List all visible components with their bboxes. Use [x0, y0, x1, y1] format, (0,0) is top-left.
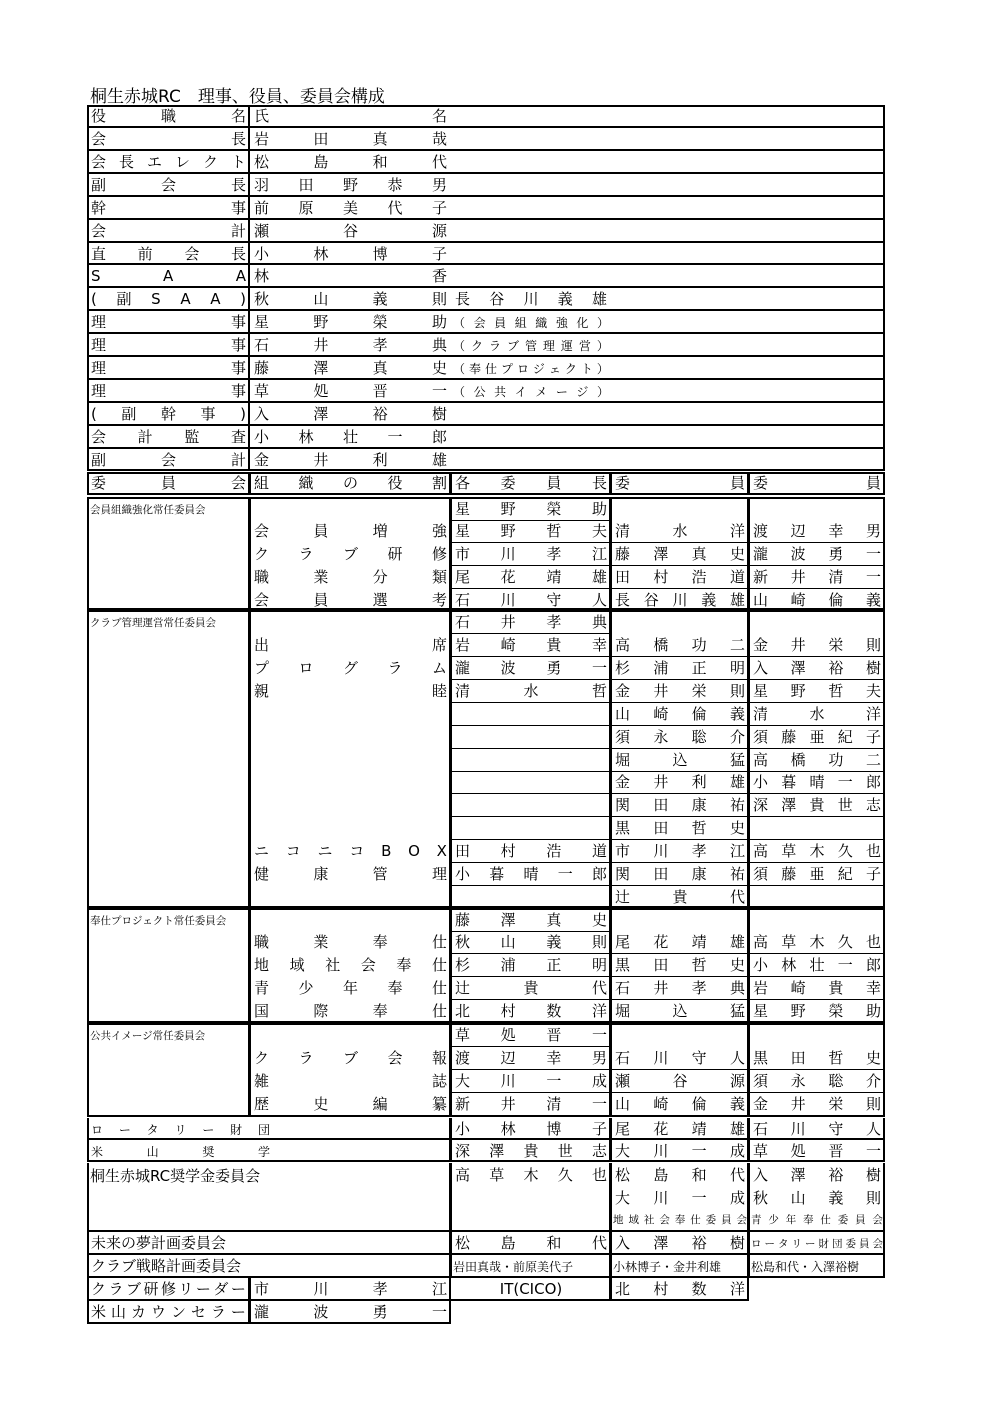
officer-role: 理 事	[91, 382, 246, 400]
member: 関 田 康 祐	[615, 796, 745, 814]
committee-name: クラブ戦略計画委員会	[91, 1257, 242, 1275]
member: 須 永 聡 介	[753, 1072, 881, 1090]
col-divider	[609, 1278, 612, 1301]
member: 長 谷 川 義 雄	[615, 591, 745, 609]
member: 入 澤 裕 樹	[615, 1234, 745, 1252]
col-divider	[248, 497, 251, 610]
officer-name: 星 野 榮 助	[254, 313, 447, 331]
chair: 高 草 木 久 也	[455, 1166, 607, 1184]
officer-name: 小 林 博 子	[254, 245, 447, 263]
training-label: ク ラ ブ 研 修 リ ー ダ ー	[91, 1280, 246, 1298]
committee-chair: 星 野 榮 助	[455, 500, 607, 518]
officer-role: 理 事	[91, 336, 246, 354]
member: 大 川 一 成	[615, 1189, 745, 1207]
member: 清 水 洋	[615, 522, 745, 540]
officer-name: 小 林 壮 一 郎	[254, 428, 447, 446]
officer-role: 会 長 エ レ ク ト	[91, 153, 246, 171]
officer-note: （ 公 共 イ メ ー ジ ）	[453, 385, 609, 399]
header-member1: 委 員	[615, 474, 745, 492]
chair: 杉 浦 正 明	[455, 956, 607, 974]
member: 清 水 洋	[753, 705, 881, 723]
member: 秋 山 義 則	[753, 1189, 881, 1207]
header-col-divider	[609, 472, 612, 495]
member: 市 川 孝 江	[615, 842, 745, 860]
col-divider	[747, 1255, 750, 1278]
col-divider	[609, 610, 612, 908]
role: 国 際 奉 仕	[254, 1002, 447, 1020]
member: 関 田 康 祐	[615, 865, 745, 883]
member: 草 処 晋 一	[753, 1142, 881, 1160]
officer-name: 草 処 晋 一	[254, 382, 447, 400]
officer-role: 会 計	[91, 222, 246, 240]
chair: 松 島 和 代	[455, 1234, 607, 1252]
header-member2: 委 員	[753, 474, 881, 492]
role: 会 員 増 強	[254, 522, 447, 540]
col-divider	[449, 497, 452, 610]
committee-name: 奉仕プロジェクト常任委員会	[90, 915, 227, 927]
col-divider	[747, 1023, 750, 1117]
chair: 岩 崎 貴 幸	[455, 636, 607, 654]
member: 星 野 榮 助	[753, 1002, 881, 1020]
col-divider	[449, 908, 452, 1023]
member: 小 暮 晴 一 郎	[753, 773, 881, 791]
role: 会 員 選 考	[254, 591, 447, 609]
officer-role: 理 事	[91, 359, 246, 377]
col-divider	[609, 1140, 612, 1162]
member: 高 草 木 久 也	[753, 933, 881, 951]
member-pair: 小林博子・金井利雄	[613, 1260, 722, 1274]
officer-role: 幹 事	[91, 199, 246, 217]
role: 職 業 奉 仕	[254, 933, 447, 951]
member: 石 川 守 人	[615, 1049, 745, 1067]
col-divider	[609, 908, 612, 1023]
member: 岩 崎 貴 幸	[753, 979, 881, 997]
member-note: ロ ー タ リ ー 財 団 委 員 会	[751, 1238, 883, 1250]
role: 歴 史 編 纂	[254, 1095, 447, 1113]
officer-role: ( 副 幹 事 )	[91, 405, 246, 423]
col-divider	[248, 908, 251, 1023]
col-divider	[248, 1278, 251, 1301]
header-role-col: 組 織 の 役 割	[254, 474, 447, 492]
member: 黒 田 哲 史	[753, 1049, 881, 1067]
member: 金 井 栄 則	[753, 636, 881, 654]
officer-name: 林 香	[254, 267, 447, 285]
officer-name: 入 澤 裕 樹	[254, 405, 447, 423]
chair: 深 澤 貴 世 志	[455, 1142, 607, 1160]
officer-note: （ ク ラ ブ 管 理 運 営 ）	[453, 339, 609, 353]
member: 杉 浦 正 明	[615, 659, 745, 677]
counselor-label: 米 山 カ ウ ン セ ラ ー	[91, 1303, 246, 1321]
chair: 市 川 孝 江	[455, 545, 607, 563]
member: 須 藤 亜 紀 子	[753, 728, 881, 746]
col-divider	[449, 1118, 452, 1140]
member: 金 井 利 雄	[615, 773, 745, 791]
officer-name: 秋 山 義 則	[254, 290, 447, 308]
member: 石 川 守 人	[753, 1120, 881, 1138]
counselor-person: 瀧 波 勇 一	[254, 1303, 447, 1321]
officer-role: 会 計 監 査	[91, 428, 246, 446]
chair-pair: 岩田真哉・前原美代子	[453, 1260, 574, 1274]
chair: 新 井 清 一	[455, 1095, 607, 1113]
member: 堀 込 猛	[615, 1002, 745, 1020]
member: 山 崎 倫 義	[615, 1095, 745, 1113]
member: 入 澤 裕 樹	[753, 659, 881, 677]
member: 藤 澤 真 史	[615, 545, 745, 563]
col-divider	[449, 610, 452, 908]
col-divider	[449, 1232, 452, 1255]
member: 黒 田 哲 史	[615, 956, 745, 974]
member-note: 地 域 社 会 奉 仕 委 員 会	[613, 1214, 747, 1226]
col-divider	[747, 1163, 750, 1232]
officer-name: 石 井 孝 典	[254, 336, 447, 354]
chair: 清 水 哲	[455, 682, 607, 700]
col-divider	[747, 1140, 750, 1162]
member-note: 青 少 年 奉 仕 委 員 会	[751, 1214, 883, 1226]
chair: 北 村 数 洋	[455, 1002, 607, 1020]
committee-chair: 藤 澤 真 史	[455, 911, 607, 929]
special-name: ロ ー タ リ ー 財 団	[91, 1123, 270, 1137]
col-divider	[609, 1232, 612, 1255]
header-col-divider	[747, 472, 750, 495]
committee-name: 公共イメージ常任委員会	[90, 1030, 206, 1042]
member: 渡 辺 幸 男	[753, 522, 881, 540]
member: 須 藤 亜 紀 子	[753, 865, 881, 883]
header-role: 役 職 名	[91, 107, 246, 125]
officer-name: 金 井 利 雄	[254, 451, 447, 469]
officer-role: 副 会 計	[91, 451, 246, 469]
role: 職 業 分 類	[254, 568, 447, 586]
header-name: 氏 名	[254, 107, 447, 125]
committee-name: 未来の夢計画委員会	[91, 1234, 227, 1252]
member: 瀬 谷 源	[615, 1072, 745, 1090]
member: 石 井 孝 典	[615, 979, 745, 997]
officer-role: 副 会 長	[91, 176, 246, 194]
officer-note: （ 奉 仕 プ ロ ジ ェ ク ト ）	[453, 362, 609, 376]
officer-role: S A A	[91, 267, 246, 285]
committee-name: 桐生赤城RC奨学金委員会	[90, 1167, 261, 1185]
chair: 大 川 一 成	[455, 1072, 607, 1090]
role: 親 睦	[254, 682, 447, 700]
header-chair: 各 委 員 長	[455, 474, 607, 492]
member: 黒 田 哲 史	[615, 819, 745, 837]
it-person: 北 村 数 洋	[615, 1280, 745, 1298]
chair: 尾 花 靖 雄	[455, 568, 607, 586]
member: 尾 花 靖 雄	[615, 933, 745, 951]
officer-note: （ 会 員 組 織 強 化 ）	[453, 316, 609, 330]
col-divider	[609, 1163, 612, 1232]
col-divider	[609, 497, 612, 610]
officer-name: 羽 田 野 恭 男	[254, 176, 447, 194]
officer-name: 前 原 美 代 子	[254, 199, 447, 217]
col-divider	[449, 1023, 452, 1117]
member: 辻 貴 代	[615, 888, 745, 906]
col-divider	[248, 610, 251, 908]
col-divider	[449, 1163, 452, 1232]
role: ニ コ ニ コ B O X	[254, 842, 447, 860]
header-col-divider	[449, 472, 452, 495]
row-line	[451, 1115, 885, 1116]
officer-role: ( 副 S A A )	[91, 290, 246, 308]
col-divider	[248, 1301, 251, 1324]
role: ク ラ ブ 会 報	[254, 1049, 447, 1067]
member: 高 橋 功 二	[753, 751, 881, 769]
member: 高 草 木 久 也	[753, 842, 881, 860]
col-divider	[248, 1023, 251, 1117]
it-label: IT(CICO)	[499, 1280, 563, 1298]
officer-extra: 長 谷 川 義 雄	[455, 290, 607, 308]
col-divider	[747, 908, 750, 1023]
chair: 秋 山 義 則	[455, 933, 607, 951]
training-person: 市 川 孝 江	[254, 1280, 447, 1298]
chair: 石 川 守 人	[455, 591, 607, 609]
col-divider	[609, 1023, 612, 1117]
col-divider	[609, 1255, 612, 1278]
role: プ ロ グ ラ ム	[254, 659, 447, 677]
col-divider	[449, 1255, 452, 1278]
member: 高 橋 功 二	[615, 636, 745, 654]
role: 健 康 管 理	[254, 865, 447, 883]
officer-name: 瀬 谷 源	[254, 222, 447, 240]
member: 大 川 一 成	[615, 1142, 745, 1160]
committee-name: クラブ管理運営常任委員会	[90, 617, 216, 629]
header-committee: 委 員 会	[91, 474, 246, 492]
committee-name: 会員組織強化常任委員会	[90, 504, 206, 516]
member: 金 井 栄 則	[615, 682, 745, 700]
committee-chair: 草 処 晋 一	[455, 1026, 607, 1044]
page-title: 桐生赤城RC 理事、役員、委員会構成	[90, 87, 385, 107]
member: 入 澤 裕 樹	[753, 1166, 881, 1184]
officer-name: 松 島 和 代	[254, 153, 447, 171]
officer-role: 理 事	[91, 313, 246, 331]
member: 尾 花 靖 雄	[615, 1120, 745, 1138]
col-divider	[609, 1118, 612, 1140]
member: 松 島 和 代	[615, 1166, 745, 1184]
col-divider	[747, 1232, 750, 1255]
member: 深 澤 貴 世 志	[753, 796, 881, 814]
col-divider	[747, 610, 750, 908]
col-divider	[747, 1118, 750, 1140]
chair: 瀧 波 勇 一	[455, 659, 607, 677]
member: 山 崎 倫 義	[753, 591, 881, 609]
chair: 田 村 浩 道	[455, 842, 607, 860]
role: 雑 誌	[254, 1072, 447, 1090]
special-name: 米 山 奨 学	[91, 1145, 270, 1159]
role: 青 少 年 奉 仕	[254, 979, 447, 997]
member: 金 井 栄 則	[753, 1095, 881, 1113]
member: 瀧 波 勇 一	[753, 545, 881, 563]
chair: 星 野 哲 夫	[455, 522, 607, 540]
officer-role: 直 前 会 長	[91, 245, 246, 263]
member-pair: 松島和代・入澤裕樹	[751, 1260, 860, 1274]
member: 山 崎 倫 義	[615, 705, 745, 723]
member: 星 野 哲 夫	[753, 682, 881, 700]
header-col-divider	[248, 472, 251, 495]
committee-chair: 石 井 孝 典	[455, 613, 607, 631]
col-divider	[747, 497, 750, 610]
role: 地 域 社 会 奉 仕	[254, 956, 447, 974]
role: ク ラ ブ 研 修	[254, 545, 447, 563]
chair: 小 林 博 子	[455, 1120, 607, 1138]
chair: 渡 辺 幸 男	[455, 1049, 607, 1067]
chair: 辻 貴 代	[455, 979, 607, 997]
member: 新 井 清 一	[753, 568, 881, 586]
officer-name: 藤 澤 真 史	[254, 359, 447, 377]
member: 田 村 浩 道	[615, 568, 745, 586]
member: 堀 込 猛	[615, 751, 745, 769]
chair: 小 暮 晴 一 郎	[455, 865, 607, 883]
role: 出 席	[254, 636, 447, 654]
officer-name: 岩 田 真 哉	[254, 130, 447, 148]
officer-role: 会 長	[91, 130, 246, 148]
col-divider	[449, 1140, 452, 1162]
member: 須 永 聡 介	[615, 728, 745, 746]
member: 小 林 壮 一 郎	[753, 956, 881, 974]
